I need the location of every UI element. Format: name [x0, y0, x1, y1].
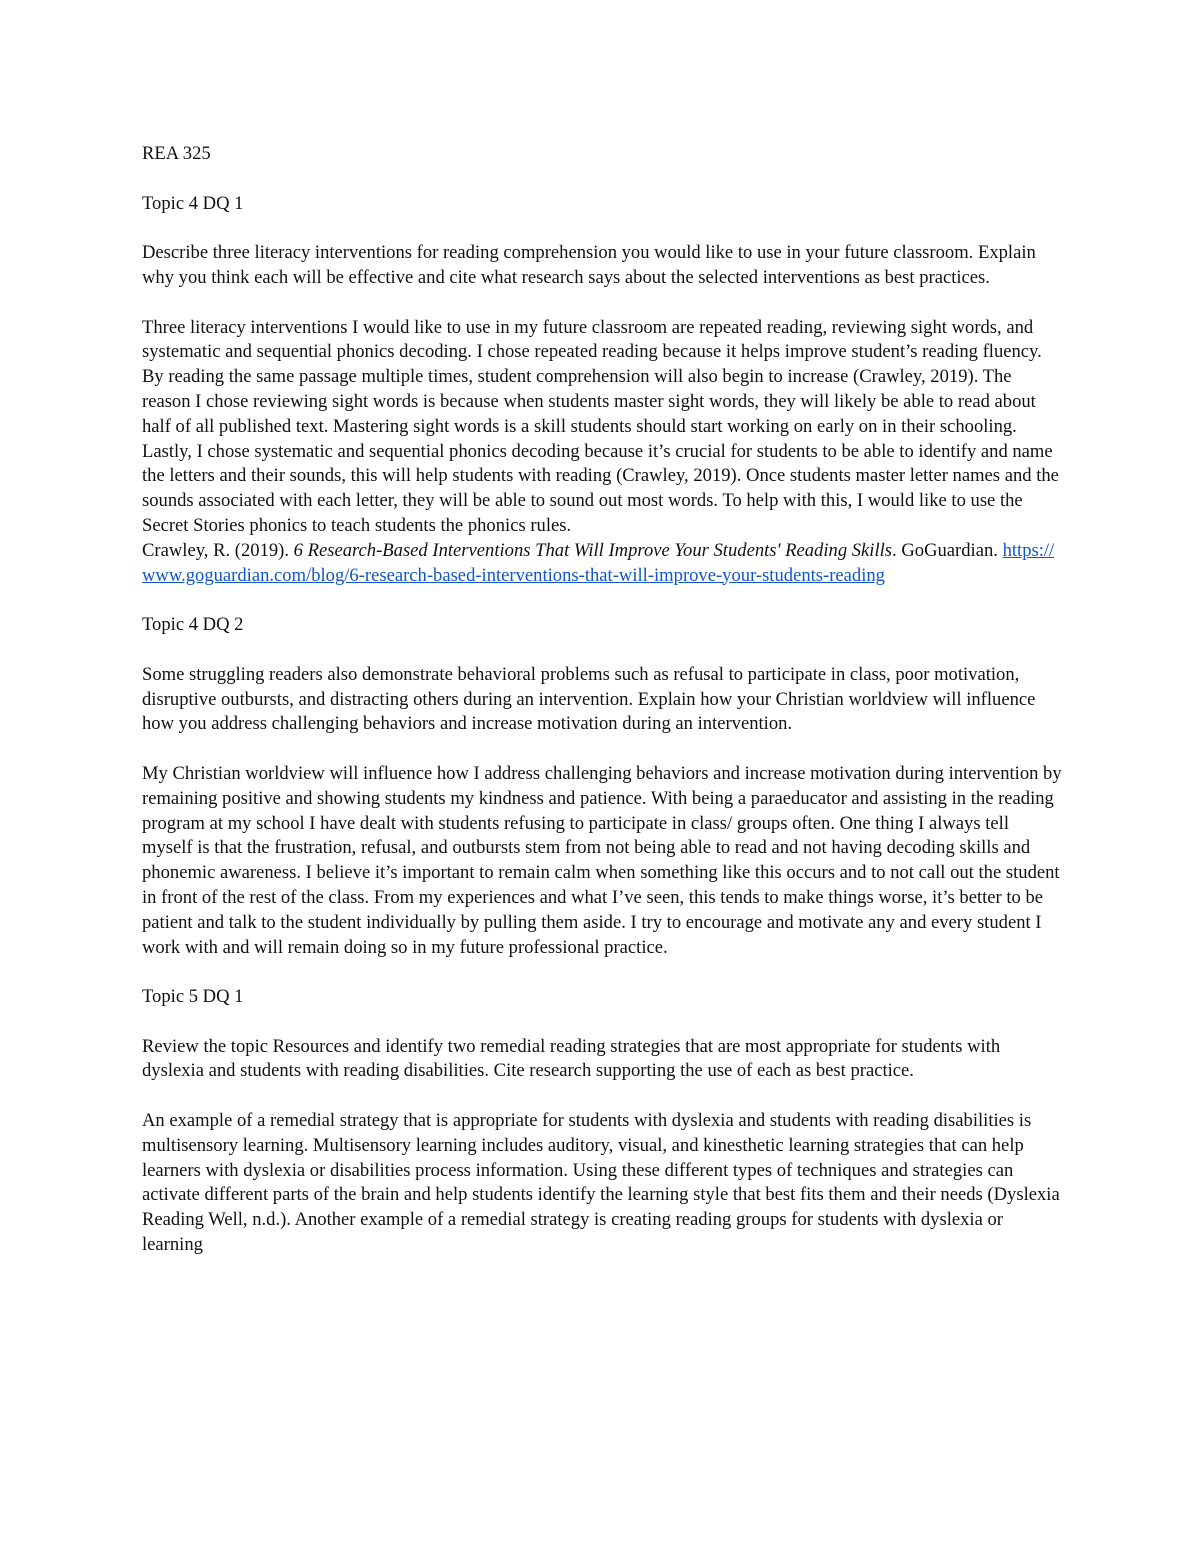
reference-link[interactable]: https://www.goguardian.com/blog/6-research-based-interventions-that-will-improve-your-students-reading [142, 539, 1055, 586]
reference-citation [142, 539, 1062, 589]
reference-author: Crawley, R. (2019). [142, 539, 294, 561]
section-response-topic5-dq1: An example of a remedial strategy that is appropriate for students with dyslexia and students with reading disabilities is multisensory learning. Multisensory learning includes auditory, visual, and kinesthetic learning strategies that can help learners with dyslexia or disabilities process information. Using these different types of techniques and strategies can activate different parts of the brain and help students identify the learning style that best fits them and their needs (Dyslexia Reading Well, n.d.). Another example of a remedial strategy is creating reading groups for students with dyslexia or learning [142, 1110, 1060, 1256]
section-response-topic4-dq1: Three literacy interventions I would like to use in my future classroom are repeated reading, reviewing sight words, and systematic and sequential phonics decoding. I chose repeated reading because it helps improve student’s reading fluency. By reading the same passage multiple times, student comprehension will also begin to increase (Crawley, 2019). The reason I chose reviewing sight words is because when students master sight words, they will likely be able to read about half of all published text. Mastering sight words is a skill students should start working on early on in their schooling. Lastly, I chose systematic and sequential phonics decoding because it’s crucial for students to be able to identify and name the letters and their sounds, this will help students with reading (Crawley, 2019). Once students master letter names and the sounds associated with each letter, they will be able to sound out most words. To help with this, I would like to use the Secret Stories phonics to teach students the phonics rules. [142, 316, 1059, 536]
course-code: REA 325 [142, 143, 211, 164]
section-prompt-topic4-dq1: Describe three literacy interventions for reading comprehension you would like to use in your future classroom. Explain why you think each will be effective and cite what research says about the selected interventions as best practices. [142, 242, 1036, 288]
reference-publisher: . GoGuardian. [892, 539, 1003, 561]
section-prompt-topic4-dq2: Some struggling readers also demonstrate behavioral problems such as refusal to participate in class, poor motivation, disruptive outbursts, and distracting others during an intervention. Explain how your Christian worldview will influence how you address challenging behaviors and increase motivation during an intervention. [142, 663, 1036, 735]
section-heading-topic4-dq2: Topic 4 DQ 2 [142, 614, 244, 636]
document-page [142, 142, 1062, 1258]
reference-title: 6 Research-Based Interventions That Will Improve Your Students' Reading Skills [293, 539, 893, 561]
section-heading-topic4-dq1: Topic 4 DQ 1 [142, 192, 244, 214]
section-heading-topic5-dq1: Topic 5 DQ 1 [142, 986, 244, 1008]
section-response-topic4-dq2: My Christian worldview will influence how I address challenging behaviors and increase motivation during intervention by remaining positive and showing students my kindness and patience. With being a paraeducator and assisting in the reading program at my school I have dealt with students refusing to participate in class/ groups often. One thing I always tell myself is that the frustration, refusal, and outbursts stem from not being able to read and not having decoding skills and phonemic awareness. I believe it’s important to remain calm when something like this occurs and to not call out the student in front of the rest of the class. From my experiences and what I’ve seen, this tends to make things worse, it’s better to be patient and talk to the student individually by pulling them aside. I try to encourage and motivate any and every student I work with and will remain doing so in my future professional practice. [142, 762, 1062, 958]
section-prompt-topic5-dq1: Review the topic Resources and identify two remedial reading strategies that are most appropriate for students with dyslexia and students with reading disabilities. Cite research supporting the use of each as best practice. [142, 1035, 1001, 1082]
